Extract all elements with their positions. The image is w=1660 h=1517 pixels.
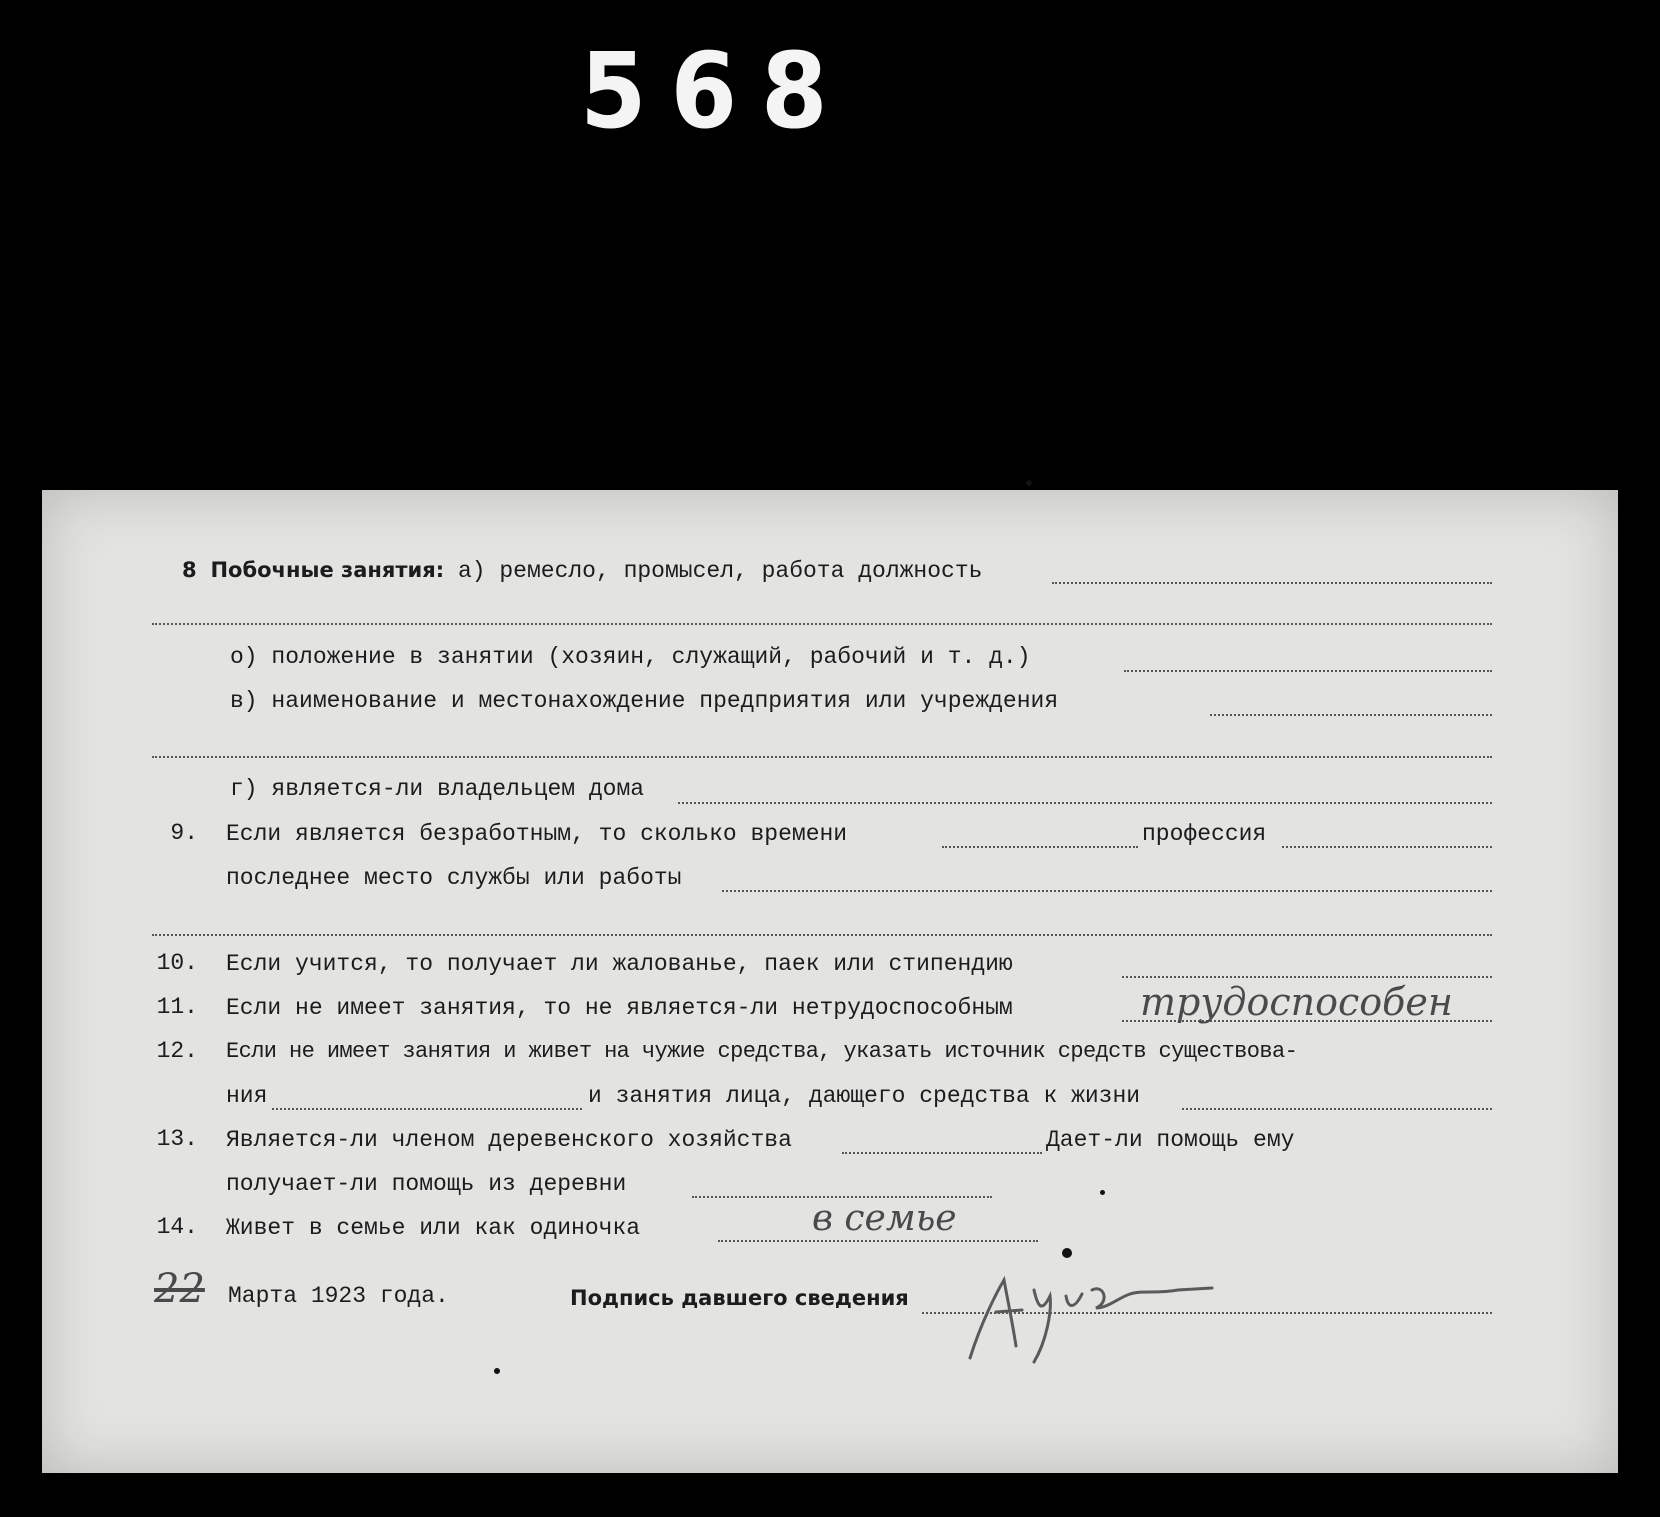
- q12-occupation: и занятия лица, дающего средства к жизни: [588, 1083, 1141, 1109]
- q13-help-label: Дает-ли помощь ему: [1046, 1127, 1295, 1153]
- q14-text: Живет в семье или как одиночка: [226, 1215, 641, 1241]
- q8-b-field: [1124, 670, 1492, 672]
- q8-b: о) положение в занятии (хозяин, служащий, рабочий и т. д.): [230, 644, 1031, 670]
- q8-v: в) наименование и местонахождение предприятия или учреждения: [230, 688, 1059, 714]
- q12-cont: ния: [226, 1083, 268, 1109]
- census-form-card: [42, 490, 1618, 1473]
- ink-speck: [494, 1368, 500, 1374]
- q11-answer-handwritten: трудоспособен: [1140, 980, 1453, 1024]
- ink-speck: [1100, 1190, 1105, 1195]
- q9-time-field: [942, 846, 1138, 848]
- q9-text: Если является безработным, то сколько времени: [226, 821, 848, 847]
- q14-number: 14.: [156, 1214, 198, 1240]
- q12-number: 12.: [156, 1038, 198, 1064]
- q8-g: г) является-ли владельцем дома: [230, 776, 645, 802]
- q9-last-place: последнее место службы или работы: [226, 865, 682, 891]
- date-day-handwritten: 22: [154, 1266, 205, 1312]
- q10-number: 10.: [156, 950, 198, 976]
- q11-number: 11.: [156, 994, 198, 1020]
- q8-number: 8: [182, 558, 197, 582]
- q9-number: 9.: [170, 820, 198, 846]
- q13-number: 13.: [156, 1126, 198, 1152]
- q13-text: Является-ли членом деревенского хозяйства: [226, 1127, 792, 1153]
- q8-label: Побочные занятия:: [210, 558, 445, 582]
- q8-g-field: [678, 802, 1492, 804]
- handwritten-signature: [942, 1250, 1262, 1370]
- ink-speck: [1062, 1248, 1072, 1258]
- q8-v-field: [1210, 714, 1492, 716]
- q10-field: [1122, 976, 1492, 978]
- q14-answer-handwritten: в семье: [812, 1198, 957, 1239]
- q9-last-place-cont: [152, 934, 1492, 936]
- frame-number: 568: [580, 30, 852, 152]
- q8-a-text: а) ремесло, промысел, работа должность: [457, 558, 983, 584]
- q13-member-field: [842, 1152, 1042, 1154]
- q8-a-field-cont: [152, 623, 1492, 625]
- q13-receives: получает-ли помощь из деревни: [226, 1171, 627, 1197]
- q11-text: Если не имеет занятия, то не является-ли нетрудоспособным: [226, 995, 1013, 1021]
- q12-occupation-field: [1182, 1108, 1492, 1110]
- ink-speck: [1026, 480, 1032, 486]
- q8-a-field: [1052, 582, 1492, 584]
- signature-label: Подпись давшего сведения: [570, 1286, 909, 1310]
- q9-profession-label: профессия: [1142, 821, 1267, 847]
- q10-text: Если учится, то получает ли жалованье, паек или стипендию: [226, 951, 1013, 977]
- q12-text: Если не имеет занятия и живет на чужие средства, указать источник средств существова-: [226, 1039, 1298, 1064]
- q8-header: [182, 556, 982, 585]
- q9-profession-field: [1282, 846, 1492, 848]
- q8-v-field-cont: [152, 756, 1492, 758]
- q9-last-place-field: [722, 890, 1492, 892]
- q14-field: [718, 1240, 1038, 1242]
- date-text: Марта 1923 года.: [228, 1283, 449, 1309]
- q12-source-field: [272, 1108, 582, 1110]
